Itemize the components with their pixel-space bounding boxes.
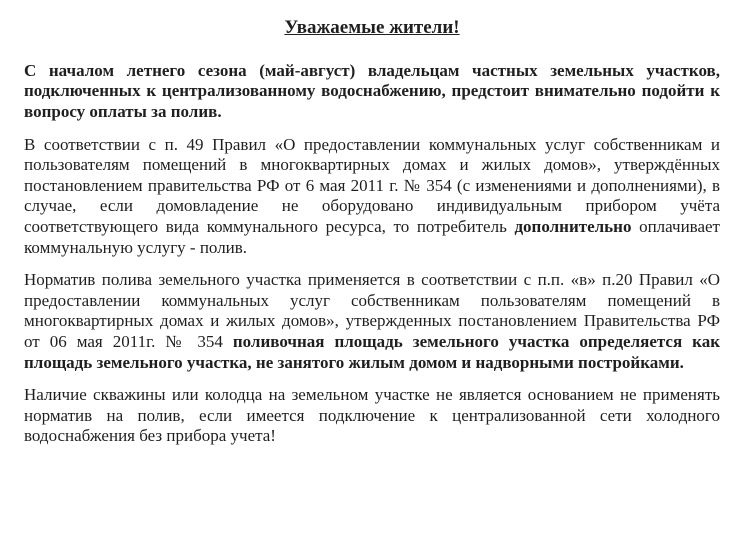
paragraph-rules-49-text: В соответствии с п. 49 Правил «О предоставлении коммунальных услуг собственникам и пользователям помещений в многоквартирных домах и жилых домов», утверждённых постановлением правительства РФ от 6 мая 2011 г. № 354 (с изменениями и дополнениями), в случае, если домовладение не оборудовано индивидуальным прибором учёта соответствующего вида коммунального ресурса, то потребитель	[24, 134, 720, 237]
paragraph-rules-49-emphasis: дополнительно	[514, 217, 632, 237]
paragraph-norm	[24, 270, 720, 373]
paragraph-rules-49-ending: оплачивает коммунальную услугу - полив.	[24, 217, 720, 257]
paragraph-rules-49	[24, 135, 720, 259]
paragraph-well: Наличие скважины или колодца на земельном участке не является основанием не применять норматив на полив, если имеется подключение к централизованной сети холодного водоснабжения без прибора учета!	[24, 385, 720, 446]
intro-paragraph: С началом летнего сезона (май-август) владельцам частных земельных участков, подключенных к централизованному водоснабжению, предстоит внимательно подойти к вопросу оплаты за полив.	[24, 60, 720, 122]
paragraph-norm-text: Норматив полива земельного участка применяется в соответствии с п.п. «в» п.20 Правил «О предоставлении коммунальных услуг собственникам пользователям помещений в многоквартирных домах и жилых домов», утвержденных постановлением Правительства РФ от 06 мая 2011г. № 354	[24, 270, 720, 352]
notice-title: Уважаемые жители!	[284, 17, 460, 38]
paragraph-norm-emphasis: поливочная площадь земельного участка определяется как площадь земельного участка, не занятого жилым домом и надворными постройками.	[24, 332, 721, 372]
